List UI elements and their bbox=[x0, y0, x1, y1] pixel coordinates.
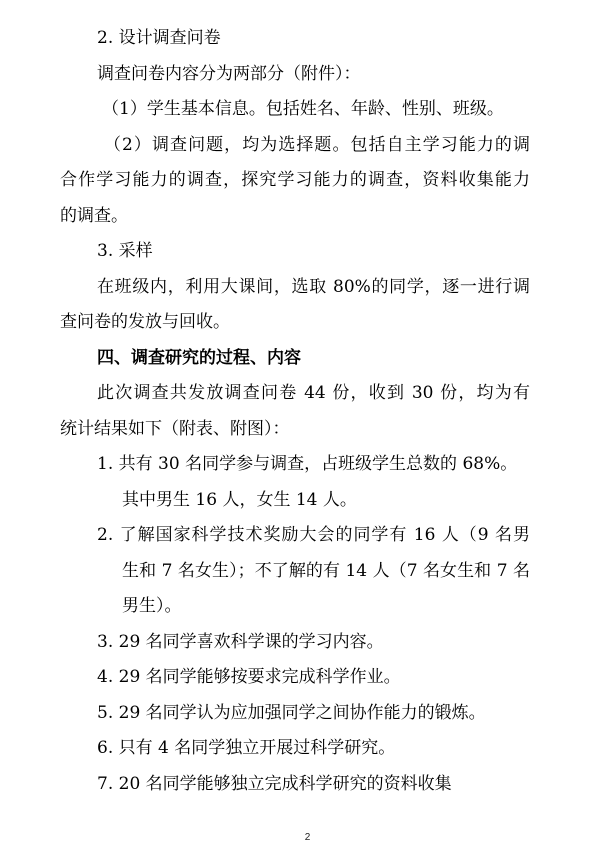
paragraph-line: 统计结果如下（附表、附图）： bbox=[60, 419, 290, 439]
subsection-heading-design-questionnaire: 2. 设计调查问卷 bbox=[97, 28, 221, 48]
list-item: 5. 29 名同学认为应加强同学之间协作能力的锻炼。 bbox=[97, 703, 486, 723]
list-item: 6. 只有 4 名同学独立开展过科学研究。 bbox=[97, 738, 396, 758]
subsection-heading-sampling: 3. 采样 bbox=[97, 241, 153, 261]
list-item-continuation: 其中男生 16 人，女生 14 人。 bbox=[122, 490, 357, 510]
paragraph-line: 的调查。 bbox=[60, 206, 128, 226]
section-heading-research-process: 四、调查研究的过程、内容 bbox=[97, 348, 301, 368]
list-item: 4. 29 名同学能够按要求完成科学作业。 bbox=[97, 667, 401, 687]
paragraph-line: 查问卷的发放与回收。 bbox=[60, 312, 230, 332]
list-item: 1. 共有 30 名同学参与调查，占班级学生总数的 68%。 bbox=[97, 454, 518, 474]
paragraph-line: 此次调查共发放调查问卷 44 份，收到 30 份，均为有 bbox=[97, 383, 530, 403]
paragraph-line: 合作学习能力的调查，探究学习能力的调查，资料收集能力 bbox=[60, 170, 530, 190]
list-item-continuation: 生和 7 名女生）；不了解的有 14 人（7 名女生和 7 名 bbox=[122, 561, 530, 581]
paragraph-line: 调查问卷内容分为两部分（附件）： bbox=[97, 64, 361, 84]
list-item: 3. 29 名同学喜欢科学课的学习内容。 bbox=[97, 632, 384, 652]
paragraph-line: （2）调查问题，均为选择题。包括自主学习能力的调 bbox=[104, 135, 530, 155]
page-number: 2 bbox=[304, 832, 311, 843]
paragraph-line: （1）学生基本信息。包括姓名、年龄、性别、班级。 bbox=[102, 99, 504, 119]
list-item: 7. 20 名同学能够独立完成科学研究的资料收集 bbox=[97, 774, 452, 794]
list-item-continuation: 男生）。 bbox=[122, 596, 182, 616]
list-item: 2. 了解国家科学技术奖励大会的同学有 16 人（9 名男 bbox=[97, 525, 530, 545]
paragraph-line: 在班级内，利用大课间，选取 80%的同学，逐一进行调 bbox=[97, 277, 530, 297]
